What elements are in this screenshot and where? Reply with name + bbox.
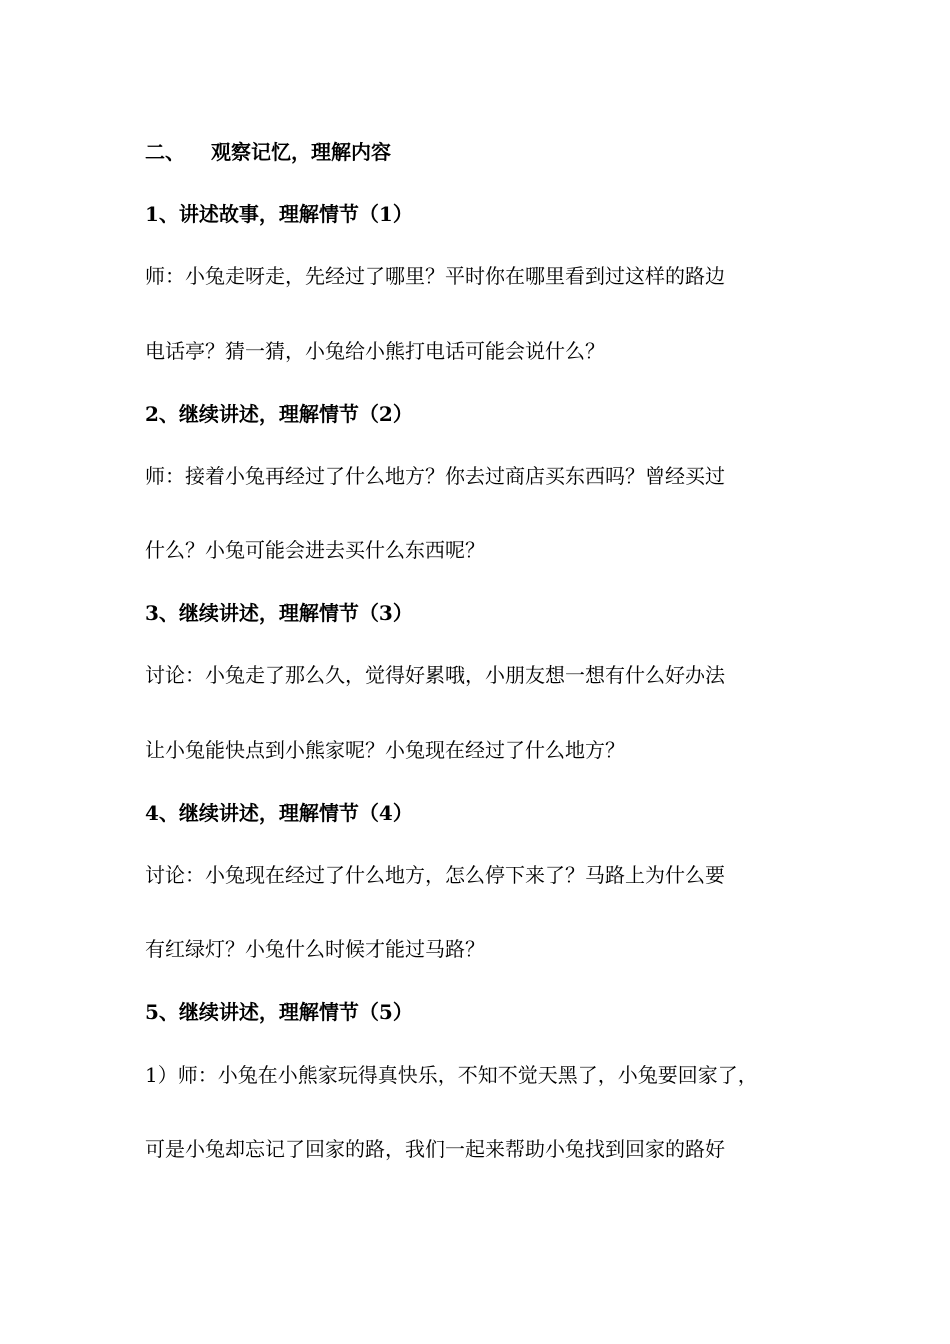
item-heading-3: 3、继续讲述，理解情节（3） xyxy=(145,601,413,625)
item-heading-5: 5、继续讲述，理解情节（5） xyxy=(145,1000,413,1024)
paragraph-line: 什么？小兔可能会进去买什么东西呢？ xyxy=(145,538,485,562)
paragraph-line: 电话亭？猜一猜，小兔给小熊打电话可能会说什么？ xyxy=(145,339,605,363)
paragraph-line: 讨论：小兔走了那么久，觉得好累哦，小朋友想一想有什么好办法 xyxy=(145,663,725,687)
paragraph-line: 可是小兔却忘记了回家的路，我们一起来帮助小兔找到回家的路好 xyxy=(145,1137,725,1161)
section-heading xyxy=(145,138,391,166)
paragraph-line: 师：接着小兔再经过了什么地方？你去过商店买东西吗？曾经买过 xyxy=(145,464,725,488)
paragraph-line: 师：小兔走呀走，先经过了哪里？平时你在哪里看到过这样的路边 xyxy=(145,264,725,288)
section-title: 观察记忆，理解内容 xyxy=(211,140,391,164)
item-heading-2: 2、继续讲述，理解情节（2） xyxy=(145,402,413,426)
paragraph-line: 有红绿灯？小兔什么时候才能过马路？ xyxy=(145,937,485,961)
section-number: 二、 xyxy=(145,140,185,164)
paragraph-line: 1）师：小兔在小熊家玩得真快乐，不知不觉天黑了，小兔要回家了， xyxy=(145,1063,758,1087)
item-heading-4: 4、继续讲述，理解情节（4） xyxy=(145,801,413,825)
item-heading-1: 1、讲述故事，理解情节（1） xyxy=(145,202,413,226)
paragraph-line: 讨论：小兔现在经过了什么地方，怎么停下来了？马路上为什么要 xyxy=(145,863,725,887)
paragraph-line: 让小兔能快点到小熊家呢？小兔现在经过了什么地方？ xyxy=(145,738,625,762)
